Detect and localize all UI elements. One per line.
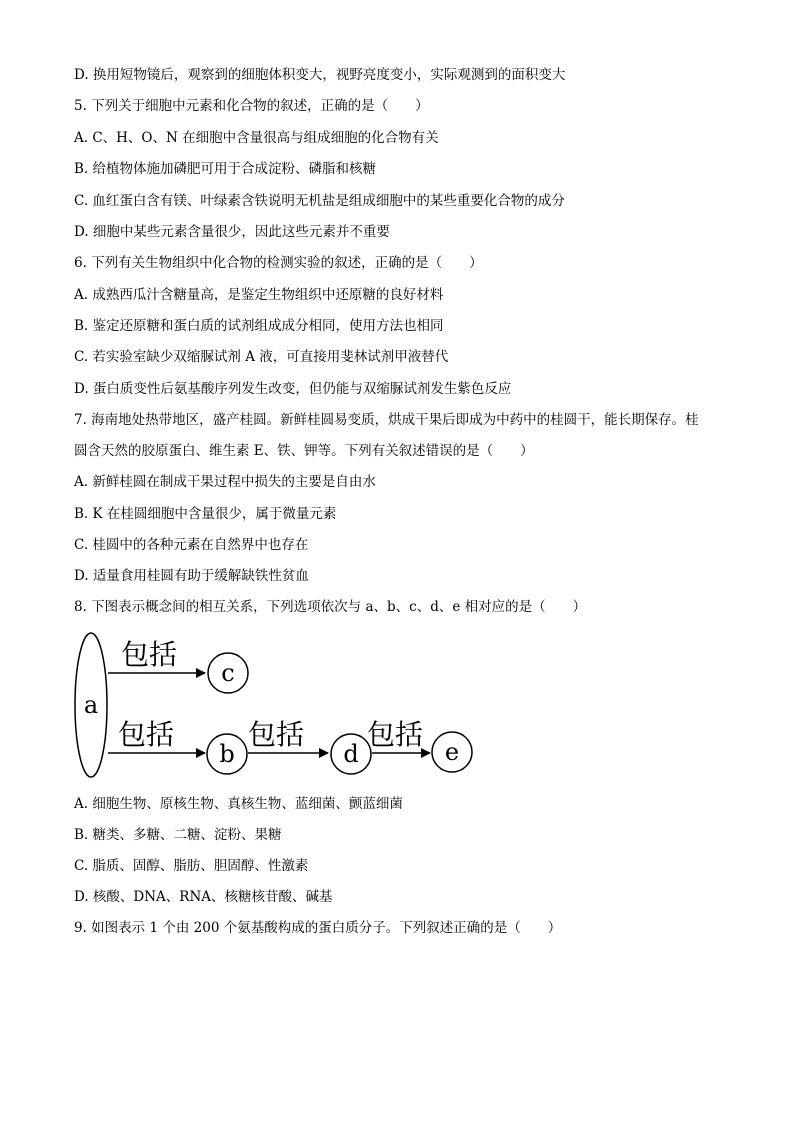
- line-q6-option-d: D. 蛋白质变性后氨基酸序列发生改变，但仍能与双缩脲试剂发生紫色反应: [74, 381, 512, 397]
- line-q6-option-b: B. 鉴定还原糖和蛋白质的试剂组成成分相同，使用方法也相同: [74, 318, 444, 334]
- concept-diagram: [74, 630, 494, 780]
- line-q8-option-c: C. 脂质、固醇、脂肪、胆固醇、性激素: [74, 858, 309, 874]
- question-8-stem: 8. 下图表示概念间的相互关系，下列选项依次与 a、b、c、d、e 相对应的是（ ）: [74, 599, 587, 615]
- node-e-label: e: [444, 738, 460, 766]
- line-q5-option-d: D. 细胞中某些元素含量很少，因此这些元素并不重要: [74, 224, 390, 240]
- question-9-stem: 9. 如图表示 1 个由 200 个氨基酸构成的蛋白质分子。下列叙述正确的是（ ）: [74, 920, 562, 936]
- node-c-label: c: [221, 659, 235, 687]
- line-q7-option-d: D. 适量食用桂圆有助于缓解缺铁性贫血: [74, 568, 309, 584]
- line-q7-option-b: B. K 在桂圆细胞中含量很少，属于微量元素: [74, 506, 337, 522]
- node-a-label: a: [83, 691, 99, 719]
- line-q8-option-a: A. 细胞生物、原核生物、真核生物、蓝细菌、颤蓝细菌: [74, 796, 403, 812]
- line-q6-option-a: A. 成熟西瓜汁含糖量高，是鉴定生物组织中还原糖的良好材料: [74, 287, 444, 303]
- question-5-stem: 5. 下列关于细胞中元素和化合物的叙述，正确的是（ ）: [74, 98, 429, 114]
- line-q4-option-d: D. 换用短物镜后，观察到的细胞体积变大，视野亮度变小，实际观测到的面积变大: [74, 67, 566, 83]
- line-q6-option-c: C. 若实验室缺少双缩脲试剂 A 液，可直接用斐林试剂甲液替代: [74, 349, 449, 365]
- line-q7-option-a: A. 新鲜桂圆在制成干果过程中损失的主要是自由水: [74, 474, 376, 490]
- line-q8-option-d: D. 核酸、DNA、RNA、核糖核苷酸、碱基: [74, 889, 333, 905]
- line-q5-option-b: B. 给植物体施加磷肥可用于合成淀粉、磷脂和核糖: [74, 161, 377, 177]
- question-6-stem: 6. 下列有关生物组织中化合物的检测实验的叙述，正确的是（ ）: [74, 255, 483, 271]
- line-q5-option-c: C. 血红蛋白含有镁、叶绿素含铁说明无机盐是组成细胞中的某些重要化合物的成分: [74, 193, 565, 209]
- question-7-stem-line2: 圆含天然的胶原蛋白、维生素 E、铁、钾等。下列有关叙述错误的是（ ）: [74, 443, 534, 459]
- line-q5-option-a: A. C、H、O、N 在细胞中含量很高与组成细胞的化合物有关: [74, 130, 439, 146]
- line-q7-option-c: C. 桂圆中的各种元素在自然界中也存在: [74, 537, 309, 553]
- line-q8-option-b: B. 糖类、多糖、二糖、淀粉、果糖: [74, 827, 282, 843]
- node-d-label: d: [343, 740, 359, 768]
- arrow-label-a-c: 包括: [121, 638, 178, 671]
- arrow-label-a-b: 包括: [118, 718, 175, 751]
- arrow-label-d-e: 包括: [367, 718, 424, 751]
- node-b-label: b: [219, 740, 235, 768]
- arrow-label-b-d: 包括: [248, 718, 305, 751]
- question-7-stem-line1: 7. 海南地处热带地区，盛产桂圆。新鲜桂圆易变质，烘成干果后即成为中药中的桂圆干，能长期保存。桂: [74, 412, 699, 428]
